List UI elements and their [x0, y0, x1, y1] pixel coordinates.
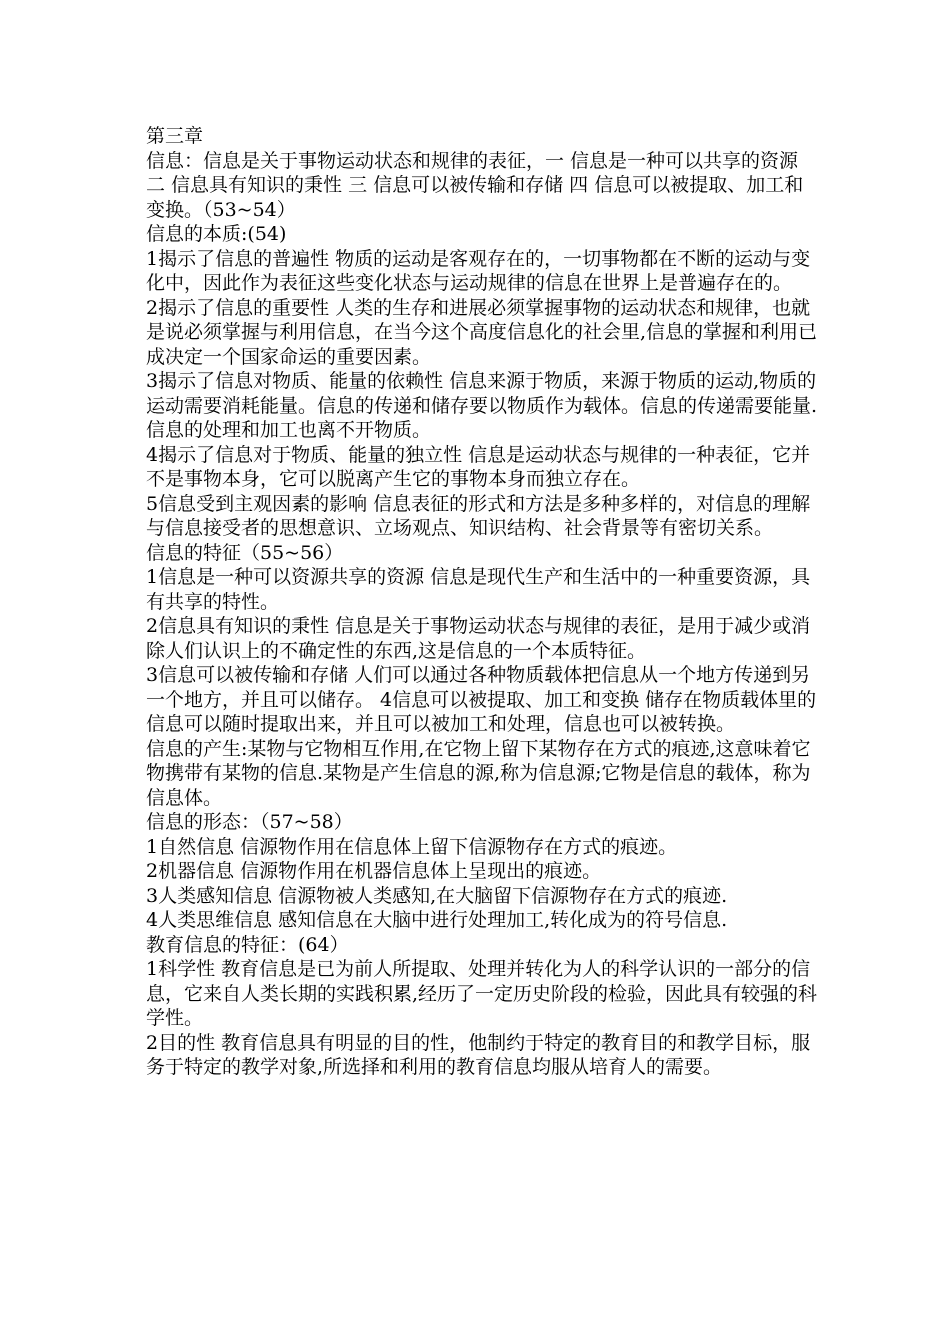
paragraph-essence-2: 2揭示了信息的重要性 人类的生存和进展必须掌握事物的运动状态和规律，也就是说必须掌握与利用信息，在当今这个高度信息化的社会里,信息的掌握和利用已成决定一个国家命运的重要因素。 — [146, 296, 818, 368]
paragraph-form-3: 3人类感知信息 信源物被人类感知,在大脑留下信源物存在方式的痕迹. — [146, 884, 728, 907]
section-heading-education-features: 教育信息的特征：(64） — [146, 933, 349, 956]
paragraph-feature-2: 2信息具有知识的秉性 信息是关于事物运动状态与规律的表征，是用于减少或消除人们认识上的不确定性的东西,这是信息的一个本质特征。 — [146, 615, 811, 662]
paragraph-education-feature-2: 2目的性 教育信息具有明显的目的性，他制约于特定的教育目的和教学目标，服务于特定的教学对象,所选择和利用的教育信息均服从培育人的需要。 — [146, 1031, 811, 1078]
section-heading-essence: 信息的本质:(54) — [146, 223, 287, 245]
paragraph-form-2: 2机器信息 信源物作用在机器信息体上呈现出的痕迹。 — [146, 860, 602, 882]
paragraph-essence-1: 1揭示了信息的普遍性 物质的运动是客观存在的，一切事物都在不断的运动与变化中，因此作为表征这些变化状态与运动规律的信息在世界上是普遍存在的。 — [146, 247, 811, 294]
paragraph-form-4: 4人类思维信息 感知信息在大脑中进行处理加工,转化成为的符号信息. — [146, 909, 728, 931]
chapter-heading: 第三章 — [146, 125, 204, 147]
paragraph-essence-4: 4揭示了信息对于物质、能量的独立性 信息是运动状态与规律的一种表征，它并不是事物本身，它可以脱离产生它的事物本身而独立存在。 — [146, 443, 811, 490]
section-heading-forms: 信息的形态：（57~58） — [146, 811, 353, 833]
paragraph-information-definition: 信息：信息是关于事物运动状态和规律的表征，一 信息是一种可以共享的资源 二 信息具有知识的秉性 三 信息可以被传输和存储 四 信息可以被提取、加工和变换。（53~54） — [146, 149, 804, 221]
paragraph-information-origin: 信息的产生:某物与它物相互作用,在它物上留下某物存在方式的痕迹,这意味着它物携带有某物的信息.某物是产生信息的源,称为信息源;它物是信息的载体，称为信息体。 — [146, 737, 811, 809]
document-body — [146, 124, 818, 1080]
paragraph-essence-5: 5信息受到主观因素的影响 信息表征的形式和方法是多种多样的，对信息的理解与信息接受者的思想意识、立场观点、知识结构、社会背景等有密切关系。 — [146, 492, 811, 539]
section-heading-features: 信息的特征（55~56） — [146, 541, 344, 564]
paragraph-feature-1: 1信息是一种可以资源共享的资源 信息是现代生产和生活中的一种重要资源，具有共享的特性。 — [146, 566, 811, 613]
paragraph-essence-3: 3揭示了信息对物质、能量的依赖性 信息来源于物质，来源于物质的运动,物质的运动需要消耗能量。信息的传递和储存要以物质作为载体。信息的传递需要能量.信息的处理和加工也离不开物质。 — [146, 370, 818, 441]
paragraph-feature-3-4: 3信息可以被传输和存储 人们可以通过各种物质载体把信息从一个地方传递到另一个地方，并且可以储存。 4信息可以被提取、加工和变换 储存在物质载体里的信息可以随时提取出来，并且可以被加工和处理，信息也可以被转换。 — [146, 664, 817, 735]
paragraph-education-feature-1: 1科学性 教育信息是已为前人所提取、处理并转化为人的科学认识的一部分的信息，它来自人类长期的实践积累,经历了一定历史阶段的检验，因此具有较强的科学性。 — [146, 958, 818, 1029]
paragraph-form-1: 1自然信息 信源物作用在信息体上留下信源物存在方式的痕迹。 — [146, 835, 678, 858]
